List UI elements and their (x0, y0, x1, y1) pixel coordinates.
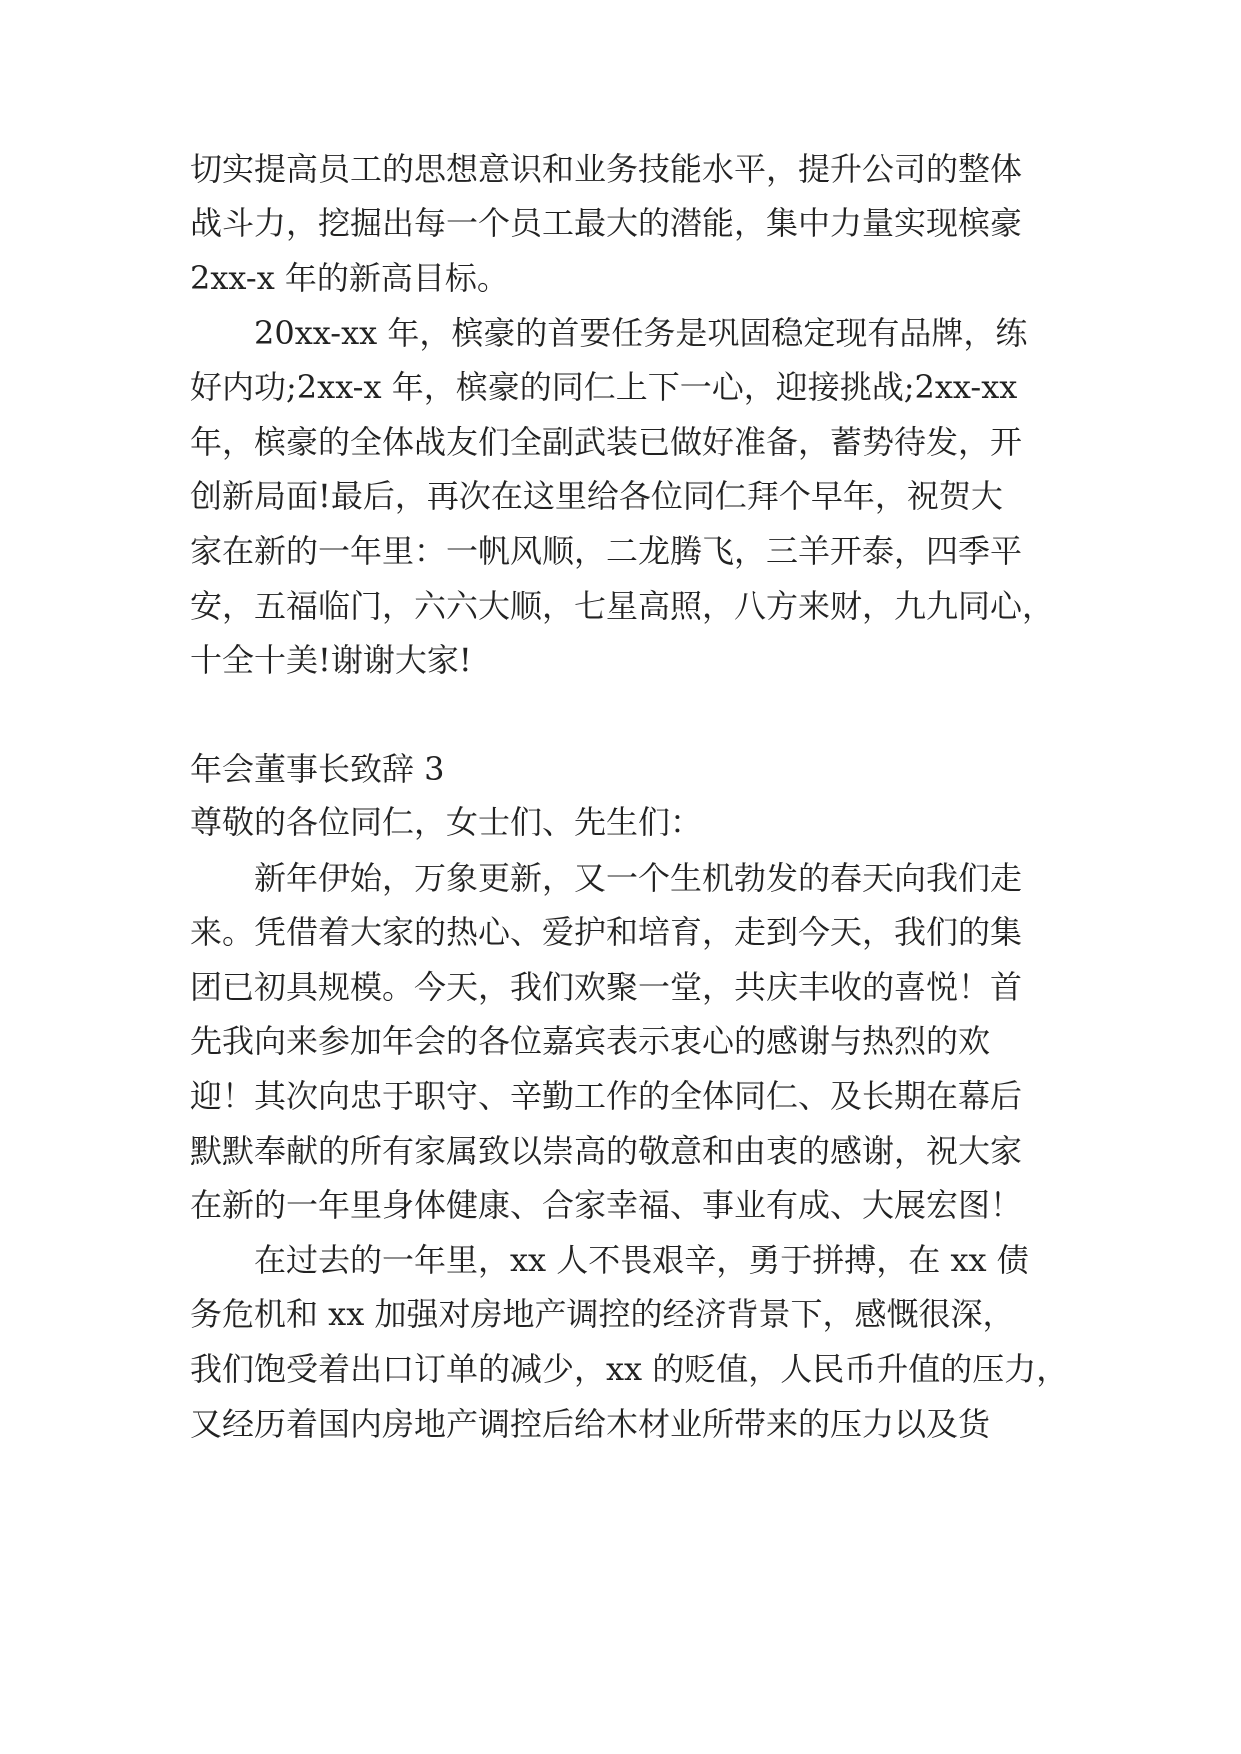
text-line: 20xx-xx 年，槟豪的首要任务是巩固稳定现有品牌，练 (254, 314, 1028, 352)
text-line: 在新的一年里身体健康、合家幸福、事业有成、大展宏图！ (190, 1186, 1023, 1224)
text-line: 先我向来参加年会的各位嘉宾表示衷心的感谢与热烈的欢 (190, 1022, 991, 1060)
text-line: 迎！其次向忠于职守、辛勤工作的全体同仁、及长期在幕后 (190, 1077, 1023, 1115)
text-line: 创新局面!最后，再次在这里给各位同仁拜个早年，祝贺大 (190, 477, 1003, 515)
text-line: 团已初具规模。今天，我们欢聚一堂，共庆丰收的喜悦！首 (190, 968, 1023, 1006)
section-title: 年会董事长致辞 3 (190, 750, 445, 788)
text-line: 好内功;2xx-x 年，槟豪的同仁上下一心，迎接挑战;2xx-xx (190, 368, 1018, 406)
text-line: 来。凭借着大家的热心、爱护和培育，走到今天，我们的集 (190, 913, 1023, 951)
text-line: 默默奉献的所有家属致以崇高的敬意和由衷的感谢，祝大家 (190, 1132, 1023, 1170)
text-line: 十全十美!谢谢大家! (190, 641, 472, 679)
text-line: 战斗力，挖掘出每一个员工最大的潜能，集中力量实现槟豪 (190, 204, 1023, 242)
text-line: 务危机和 xx 加强对房地产调控的经济背景下，感慨很深， (190, 1295, 1015, 1333)
text-line: 又经历着国内房地产调控后给木材业所带来的压力以及货 (190, 1405, 991, 1443)
text-line: 安，五福临门，六六大顺，七星高照，八方来财，九九同心， (190, 587, 1055, 625)
text-line: 在过去的一年里，xx 人不畏艰辛，勇于拼搏，在 xx 债 (254, 1241, 1029, 1279)
salutation: 尊敬的各位同仁，女士们、先生们： (190, 803, 703, 841)
text-line: 家在新的一年里：一帆风顺，二龙腾飞，三羊开泰，四季平 (190, 532, 1023, 570)
text-line: 年，槟豪的全体战友们全副武装已做好准备，蓄势待发，开 (190, 423, 1023, 461)
text-line: 新年伊始，万象更新，又一个生机勃发的春天向我们走 (254, 859, 1023, 897)
text-line: 切实提高员工的思想意识和业务技能水平，提升公司的整体 (190, 150, 1023, 188)
text-line: 我们饱受着出口订单的减少，xx 的贬值，人民币升值的压力， (190, 1350, 1069, 1388)
text-line: 2xx-x 年的新高目标。 (190, 259, 509, 297)
